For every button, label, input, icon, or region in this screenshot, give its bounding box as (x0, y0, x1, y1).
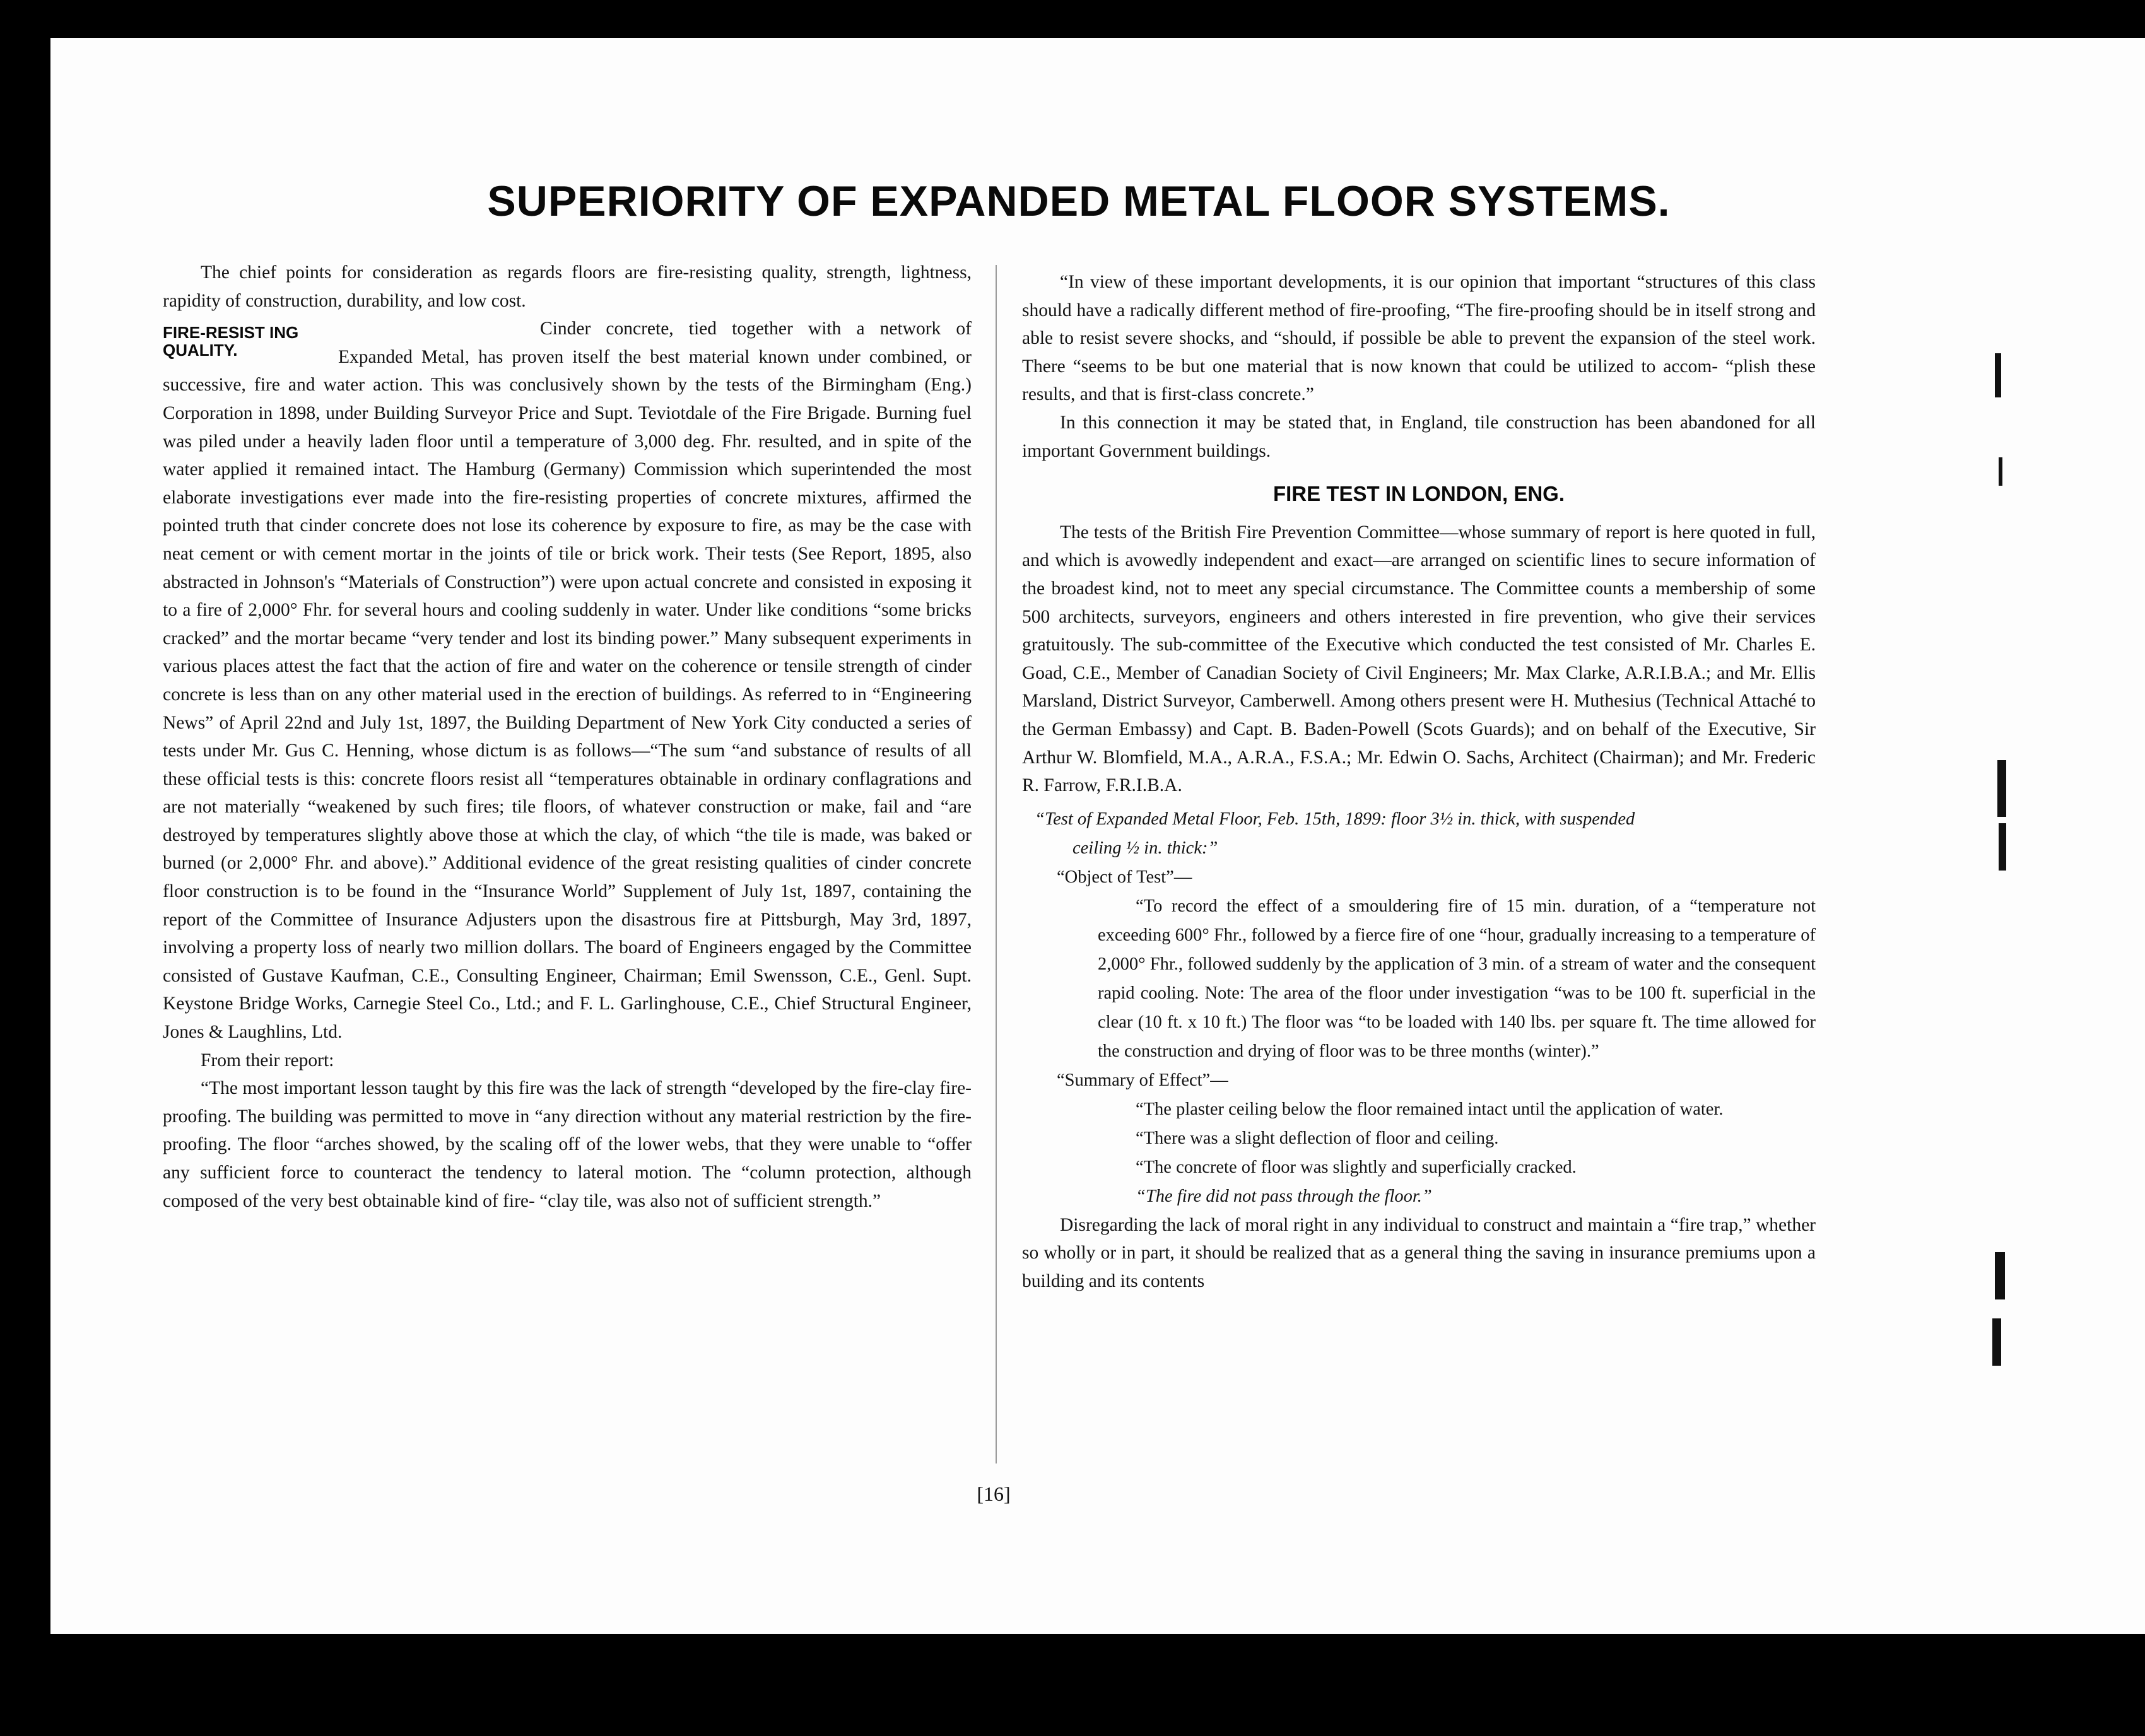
closing-paragraph: Disregarding the lack of moral right in any individual to construct and maintain a “fire trap,” whether so wholly or in part, it should be realized that as a general thing the saving in insurance premiums upon a building and its contents (1022, 1214, 1816, 1291)
test-title: “Test of Expanded Metal Floor, Feb. 15th, 1899: floor 3½ in. thick, with suspended (1035, 809, 1635, 829)
column-divider (996, 265, 997, 1463)
margin-mark (1997, 760, 2006, 817)
test-report (1022, 805, 1816, 1211)
margin-mark (1999, 823, 2006, 871)
margin-mark (1992, 1318, 2001, 1366)
left-column (163, 259, 972, 1215)
right-column (1022, 268, 1816, 1295)
report-quote-continued: “In view of these important developments, it is our opinion that important “structures of this class should have a radically different method of fire-proofing, “The fire-proofing should be in itself strong and able to resist severe shocks, and “should, if possible be able to prevent the expansion of the steel work. There “seems to be but one material that is now known that could be utilized to accom- “plish these results, and that is first-class concrete.” (1022, 272, 1816, 405)
fire-resisting-paragraph: Cinder concrete, tied together with a network of Expanded Metal, has proven itself the best material known under combined, or successive, fire and water action. This was conclusively shown by the tests of the Birmingham (Eng.) Corporation in 1898, under Building Surveyor Price and Supt. Teviotdale of the Fire Brigade. Burning fuel was piled under a heavily laden floor until a temperature of 3,000 deg. Fhr. resulted, and in spite of the water applied it remained intact. The Hamburg (Germany) Commission which superintended the most elaborate investigations ever made into the fire-resisting properties of concrete mixtures, affirmed the pointed truth that cinder concrete does not lose its coherence by exposure to fire, as may be the case with neat cement or with cement mortar in the joints of tile or brick work. Their tests (See Report, 1895, also abstracted in Johnson's “Materials of Construction”) were upon actual concrete and consisted in exposing it to a fire of 2,000° Fhr. for several hours and cooling suddenly in water. Under like conditions “some bricks cracked” and the mortar became “very tender and lost its binding power.” Many subsequent experiments in various places attest the fact that the action of fire and water on the coherence or tensile strength of cinder concrete is less than on any other material used in the erection of buildings. As referred to in “Engineering News” of April 22nd and July 1st, 1897, the Building Department of New York City conducted a series of tests under Mr. Gus C. Henning, whose dictum is as follows—“The sum “and substance of results of all these official tests is this: concrete floors resist all “temperatures obtainable in ordinary conflagrations and are not materially “weakened by such fires; tile floors, of whatever construction or make, fail and “are destroyed by temperatures slightly above those at which the clay, of which “the tile is made, was baked or burned (or 2,000° Fhr. and above).” Additional evidence of the great resisting qualities of cinder concrete floor construction is to be found in the “Insurance World” Supplement of July 1st, 1897, containing the report of the Committee of Insurance Adjusters upon the disastrous fire at Pittsburgh, May 3rd, 1897, involving a property loss of nearly two million dollars. The board of Engineers engaged by the Committee consisted of Gustave Kaufman, C.E., Consulting Engineer, Chairman; Emil Swensson, C.E., Genl. Supt. Keystone Bridge Works, Carnegie Steel Co., Ltd.; and F. L. Garlinghouse, C.E., Chief Structural Engineer, Jones & Laughlins, Ltd. (163, 319, 972, 1043)
section-heading-fire-test-london: FIRE TEST IN LONDON, ENG. (1272, 482, 1565, 506)
from-report-line: From their report: (201, 1050, 334, 1070)
report-quote: “The most important lesson taught by this fire was the lack of strength “developed by the fire-clay fire-proofing. The building was permitted to move in “any direction without any material restriction by the fire-proofing. The floor “arches showed, by the scaling off of the lower webs, that they were unable to “offer any sufficient force to counteract the tendency to lateral motion. The “column protection, although composed of the very best obtainable kind of fire- “clay tile, was also not of sufficient strength.” (163, 1078, 972, 1211)
object-of-test-text: “To record the effect of a smouldering fire of 15 min. duration, of a “temperature not exceeding 600° Fhr., followed by a fierce fire of one “hour, gradually increasing to a temperature of 2,000° Fhr., followed suddenly by the application of 3 min. of a stream of water and the consequent rapid cooling. Note: The area of the floor under investigation “was to be 100 ft. superficial in the clear (10 ft. x 10 ft.) The floor was “to be loaded with 140 lbs. per square ft. The time allowed for the construction and drying of floor was to be three months (winter).” (1098, 896, 1816, 1061)
summary-of-effect-label: “Summary of Effect”— (1057, 1070, 1228, 1090)
scan-border-bottom (0, 1634, 2145, 1736)
margin-mark (1995, 1252, 2005, 1299)
side-heading-fire-resisting: FIRE-RESIST ING QUALITY. (163, 323, 299, 360)
summary-item-1: “The plaster ceiling below the floor remained intact until the application of water. (1136, 1099, 1724, 1119)
intro-paragraph: The chief points for consideration as regards floors are fire-resisting quality, strength, lightness, rapidity of construction, durability, and low cost. (163, 262, 972, 311)
page-title: SUPERIORITY OF EXPANDED METAL FLOOR SYSTEMS. (487, 177, 1671, 225)
summary-item-4: “The fire did not pass through the floor.” (1136, 1186, 1432, 1206)
committee-paragraph: The tests of the British Fire Prevention Committee—whose summary of report is here quoted in full, and which is avowedly independent and exact—are arranged on scientific lines to secure information of the broadest kind, not to meet any special circumstance. The Committee counts a membership of some 500 architects, surveyors, engineers and others interested in fire prevention, who give their services gratuitously. The sub-committee of the Executive which conducted the test consisted of Mr. Charles E. Goad, C.E., Member of Canadian Society of Civil Engineers; Mr. Max Clarke, A.R.I.B.A.; and Mr. Ellis Marsland, District Surveyor, Camberwell. Among others present were H. Muthesius (Technical Attaché to the German Embassy) and Capt. B. Baden-Powell (Scots Guards); and on behalf of the Executive, Sir Arthur W. Blomfield, M.A., A.R.A., F.S.A.; Mr. Edwin O. Sachs, Architect (Chairman); and Mr. Frederic R. Farrow, F.R.I.B.A. (1022, 522, 1816, 796)
margin-mark (1995, 353, 2001, 397)
margin-mark (1999, 457, 2002, 486)
page-number: [16] (977, 1482, 1011, 1505)
england-note: In this connection it may be stated that, in England, tile construction has been abandoned for all important Government buildings. (1022, 412, 1816, 461)
summary-item-3: “The concrete of floor was slightly and superficially cracked. (1136, 1157, 1577, 1177)
test-title-continued: ceiling ½ in. thick:” (1072, 838, 1218, 858)
summary-item-2: “There was a slight deflection of floor and ceiling. (1136, 1128, 1499, 1148)
object-of-test-label: “Object of Test”— (1057, 867, 1192, 887)
